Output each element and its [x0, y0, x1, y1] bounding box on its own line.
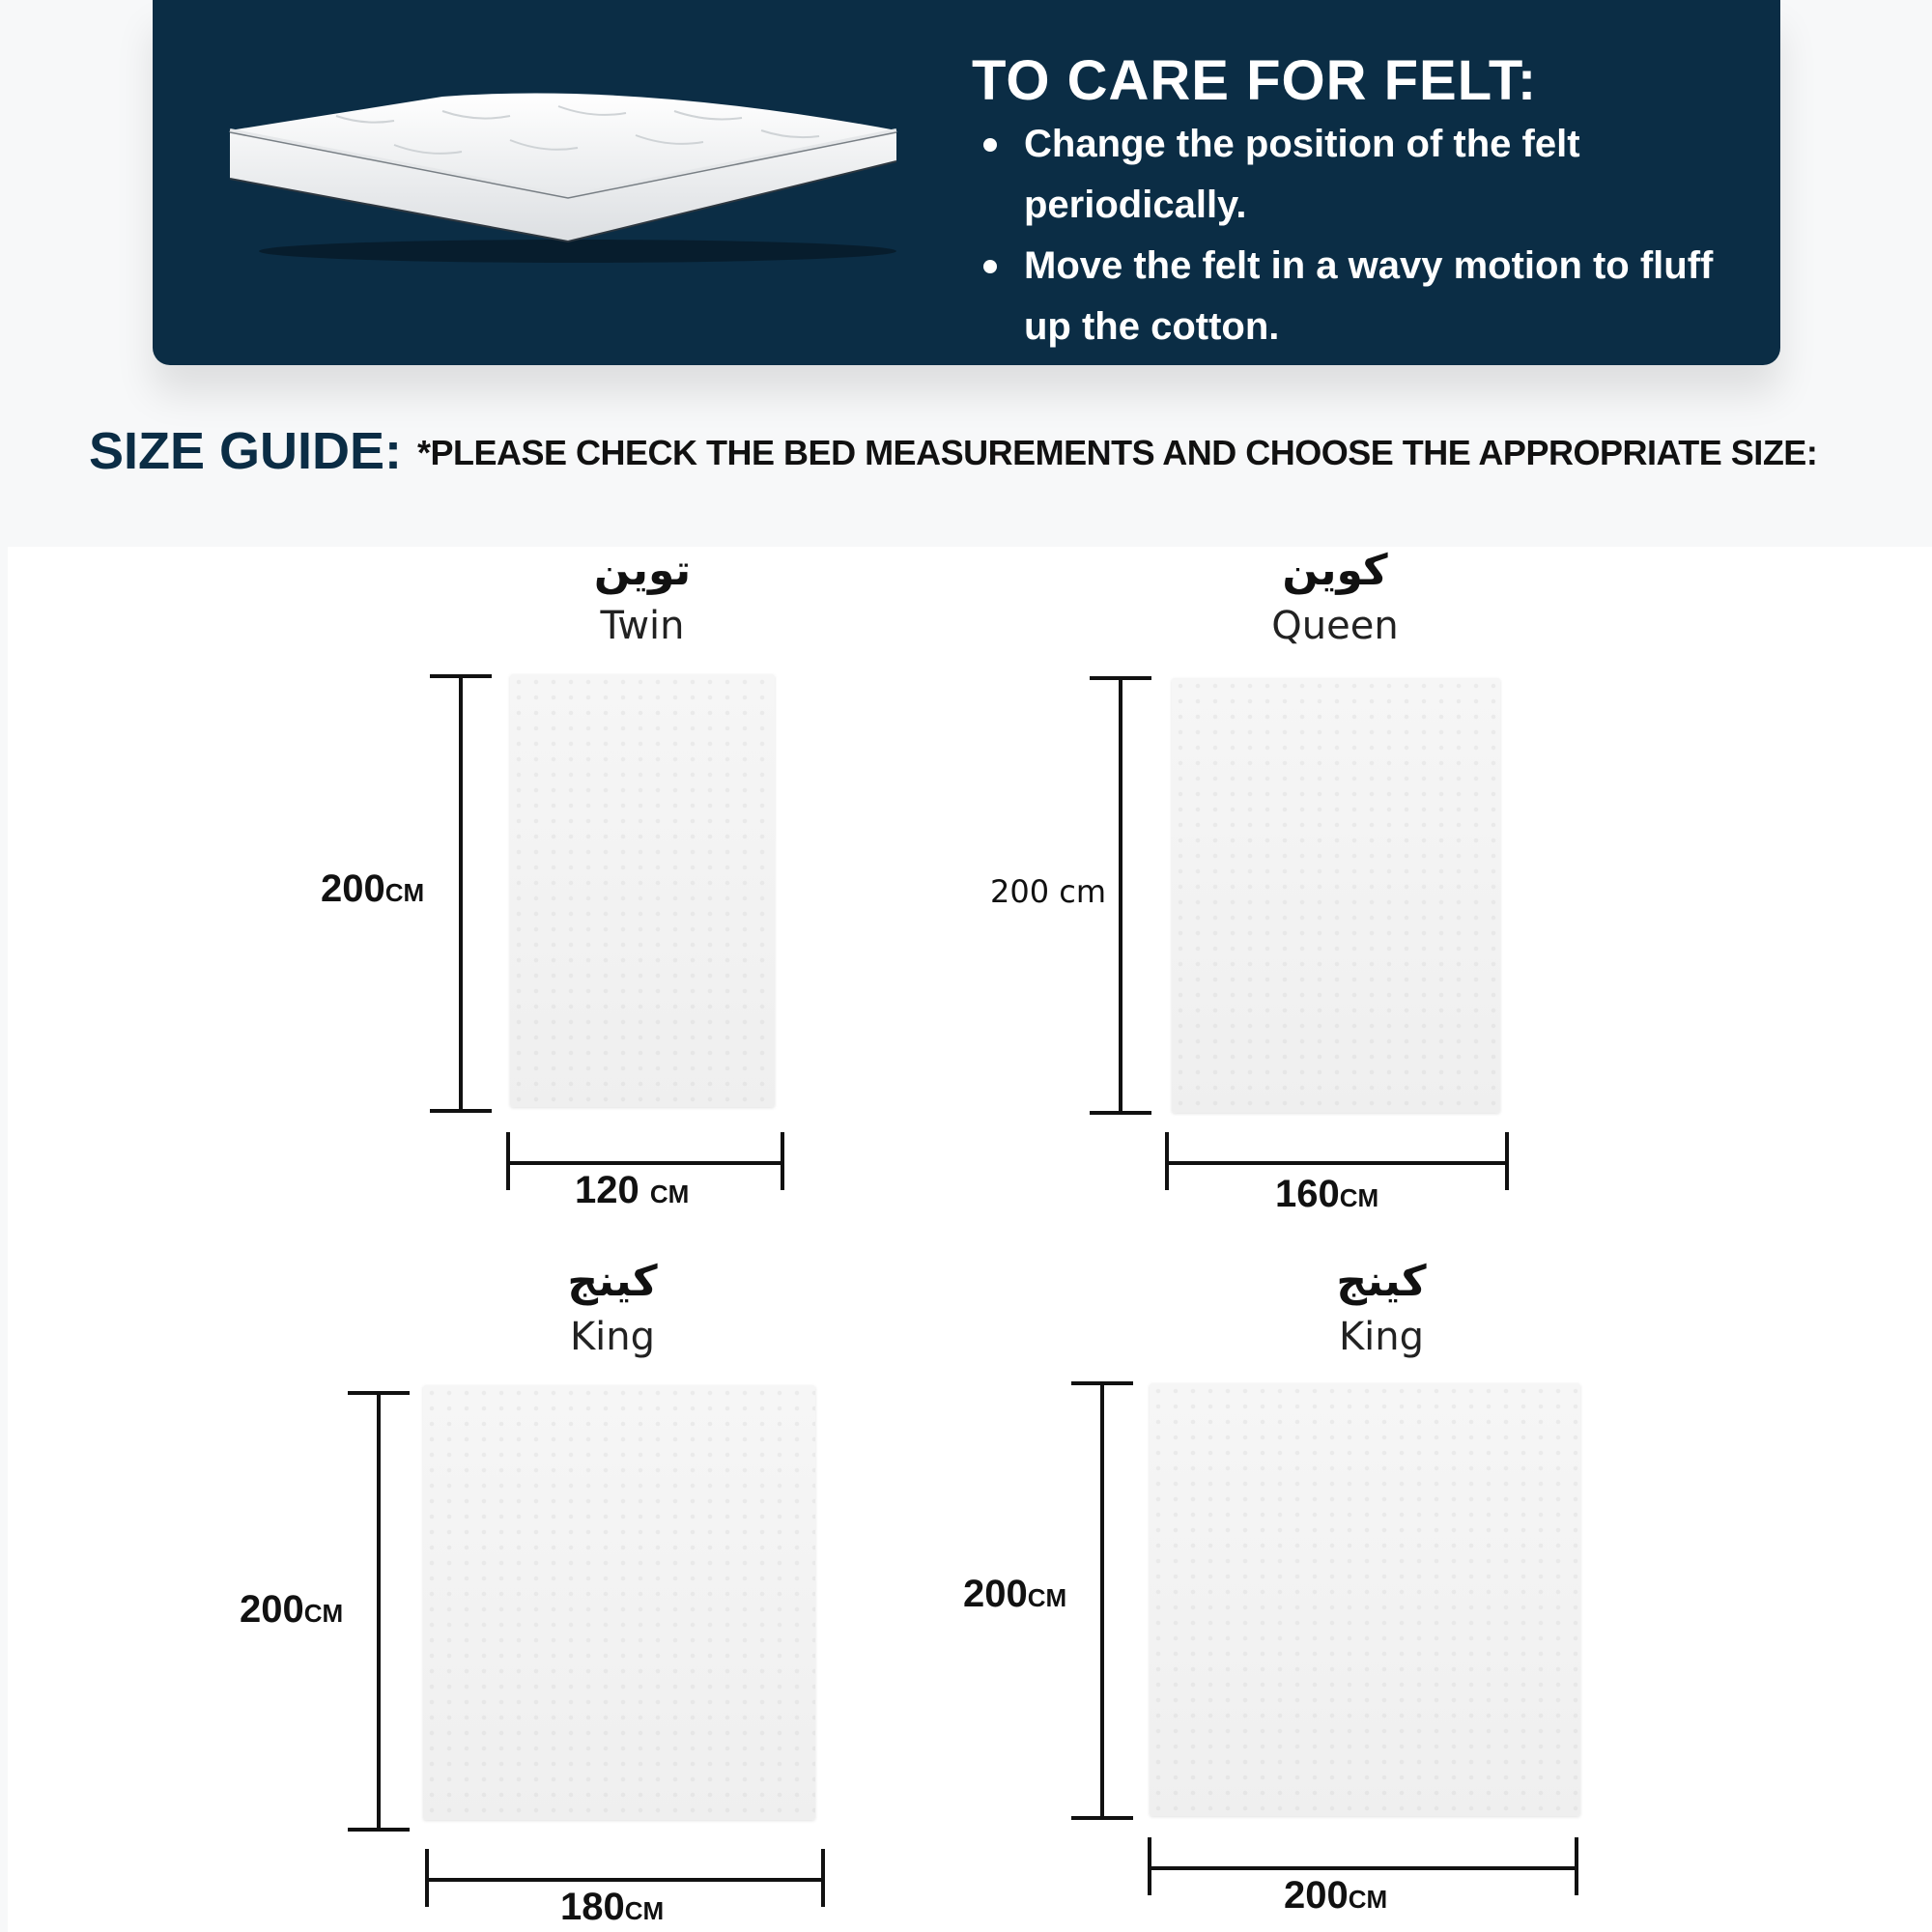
mattress-topper-image [220, 72, 906, 266]
size-name-arabic: كينج [567, 1257, 658, 1306]
size-name-arabic: كوين [1282, 546, 1388, 595]
size-name-english: Queen [1271, 604, 1399, 648]
dimension-tick [1148, 1837, 1151, 1895]
care-tip-text: Change the position of the felt periodically. [1024, 123, 1580, 226]
size-guide-panel [8, 547, 1932, 1932]
dimension-tick [1575, 1837, 1578, 1895]
size-name-english: King [1338, 1315, 1425, 1359]
width-label: 160CM [1275, 1173, 1379, 1215]
dimension-tick [1071, 1816, 1133, 1820]
width-label: 120 CM [575, 1169, 690, 1211]
length-dimension-line [1119, 678, 1122, 1113]
bullet-icon [983, 260, 997, 273]
care-tips-list [983, 114, 1766, 357]
width-dimension-line [1150, 1866, 1578, 1870]
length-label: 200CM [240, 1588, 344, 1631]
width-label: 200CM [1284, 1874, 1388, 1917]
mattress-queen [1172, 678, 1500, 1113]
dimension-tick [1505, 1132, 1509, 1190]
size-label-king [468, 1258, 757, 1368]
care-tip-text: Move the felt in a wavy motion to fluff up the cotton. [1024, 244, 1714, 348]
size-label-queen [1190, 547, 1480, 657]
dimension-tick [348, 1391, 410, 1395]
care-tip [983, 114, 1766, 236]
size-name-english: Twin [600, 604, 685, 648]
size-name-arabic: كينج [1336, 1257, 1427, 1306]
size-label-twin [497, 547, 787, 657]
size-label-king [1236, 1258, 1526, 1368]
dimension-tick [506, 1132, 510, 1190]
length-dimension-line [377, 1393, 381, 1828]
dimension-tick [821, 1849, 825, 1907]
size-guide-title: SIZE GUIDE: [89, 422, 403, 480]
care-title: TO CARE FOR FELT: [972, 49, 1538, 112]
length-label: 200CM [963, 1573, 1067, 1615]
dimension-tick [425, 1849, 429, 1907]
size-name-arabic: توين [593, 546, 692, 595]
dimension-tick [348, 1828, 410, 1832]
size-guide-note: *PLEASE CHECK THE BED MEASUREMENTS AND CHOOSE THE APPROPRIATE SIZE: [417, 433, 1818, 472]
size-name-english: King [569, 1315, 656, 1359]
mattress-king-200 [1150, 1383, 1580, 1816]
length-label: 200 cm [990, 873, 1107, 910]
length-label: 200CM [321, 867, 425, 910]
mattress-twin [510, 674, 775, 1107]
width-dimension-line [427, 1878, 825, 1882]
care-banner [153, 0, 1780, 365]
bullet-icon [983, 138, 997, 152]
mattress-king-180 [423, 1385, 815, 1820]
dimension-tick [781, 1132, 784, 1190]
dimension-tick [1165, 1132, 1169, 1190]
width-label: 180CM [560, 1886, 665, 1928]
dimension-tick [1071, 1381, 1133, 1385]
dimension-tick [1090, 1111, 1151, 1115]
width-dimension-line [508, 1161, 784, 1165]
length-dimension-line [459, 676, 463, 1111]
dimension-tick [430, 674, 492, 678]
dimension-tick [1090, 676, 1151, 680]
length-dimension-line [1100, 1383, 1104, 1816]
care-tip [983, 236, 1766, 357]
dimension-tick [430, 1109, 492, 1113]
width-dimension-line [1167, 1161, 1509, 1165]
